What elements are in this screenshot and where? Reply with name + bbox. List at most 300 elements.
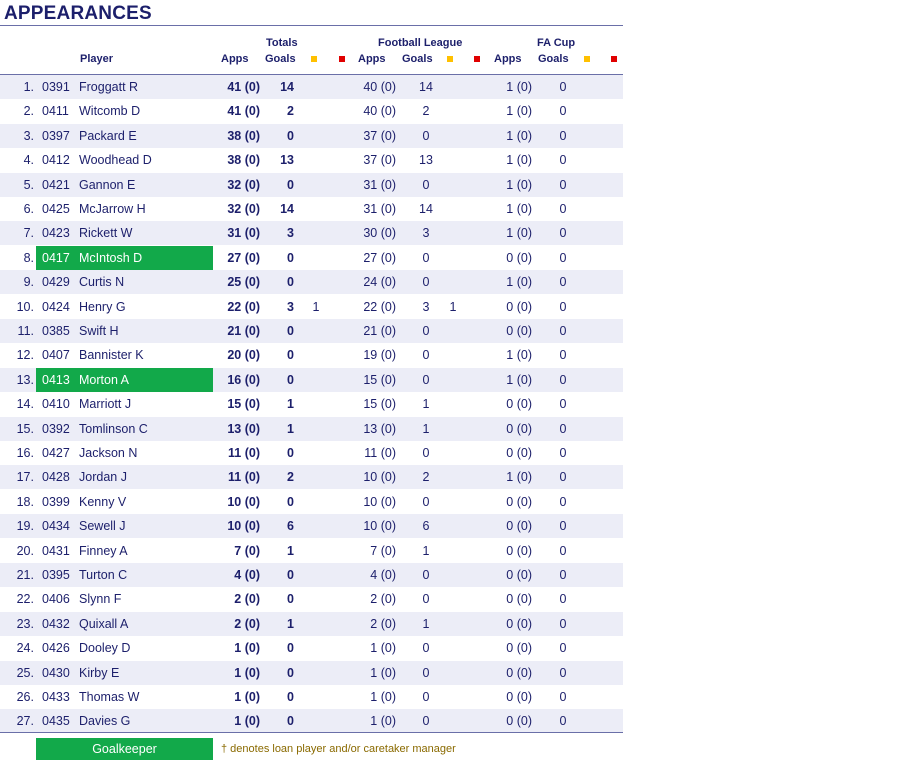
total-apps-cell: 11 (0) [228,470,260,485]
header-player: Player [80,53,114,65]
red-card-icon [339,56,345,62]
cup-apps-cell: 0 (0) [506,665,532,680]
cup-apps-cell: 1 (0) [506,128,532,143]
cup-goals-cell: 0 [559,348,567,363]
league-yellow-cell [445,246,461,270]
table-row [0,221,623,245]
league-goals-cell: 0 [422,641,430,656]
rank-cell: 7. [23,226,34,241]
league-yellow-cell [445,148,461,172]
league-goals-cell: 1 [422,397,430,412]
cup-goals-cell: 0 [559,202,567,216]
cup-goals-cell: 0 [559,446,567,460]
league-yellow-cell [445,636,461,660]
total-yellow-cell [308,587,324,611]
code: 0426 [42,641,70,656]
player-name: Dooley D [79,641,131,656]
code: 0417 [42,250,70,265]
league-goals-cell: 0 [422,324,430,338]
rank-cell: 12. [16,348,34,363]
code: 0391 [42,80,70,94]
cup-apps-cell: 0 (0) [506,397,532,412]
red-card-icon [474,56,480,62]
cup-apps-cell: 0 (0) [506,714,532,729]
rank-cell: 10. [16,299,34,314]
table-row [0,441,623,465]
code: 0397 [42,128,70,143]
total-yellow-cell [308,563,324,587]
cup-apps-cell: 1 (0) [506,177,532,192]
rank-cell: 1. [23,80,34,94]
player-name: Gannon E [79,177,136,192]
league-yellow-cell [445,99,461,123]
league-yellow-cell [445,514,461,538]
rank-cell: 6. [23,202,34,216]
league-yellow-cell [445,392,461,416]
league-apps-cell: 1 (0) [370,665,396,680]
league-apps-cell: 1 (0) [370,641,396,656]
total-apps-cell: 32 (0) [227,177,260,192]
table-row [0,319,623,343]
cup-apps-cell: 1 (0) [506,202,532,216]
league-goals-cell: 0 [422,714,430,729]
league-goals-cell: 0 [422,494,430,509]
code: 0428 [42,470,70,485]
total-apps-cell: 25 (0) [227,275,260,290]
rank-cell: 2. [23,104,34,119]
total-goals-cell: 0 [287,275,294,290]
rank-cell: 16. [16,446,34,460]
code: 0432 [42,616,70,631]
total-goals-cell: 0 [287,250,294,265]
total-apps-cell: 10 (0) [227,519,260,534]
total-goals-cell: 0 [287,446,294,460]
rank-cell: 9. [23,275,34,290]
total-yellow-cell: 1 [312,299,320,314]
total-goals-cell: 0 [287,714,294,729]
rank-cell: 19. [16,519,34,534]
code: 0425 [42,202,70,216]
code: 0395 [42,568,70,582]
league-yellow-cell [445,539,461,563]
rank-cell: 23. [16,616,34,631]
total-yellow-cell [308,539,324,563]
total-yellow-cell [308,392,324,416]
total-yellow-cell [308,319,324,343]
total-goals-cell: 0 [287,592,294,607]
total-goals-cell: 14 [280,80,294,94]
player-name: Jordan J [79,470,127,485]
player-name: Curtis N [79,275,125,290]
code: 0433 [42,690,70,704]
cup-goals-cell: 0 [559,104,567,119]
rank-cell: 21. [16,568,34,582]
player-name: Henry G [79,299,126,314]
total-goals-cell: 3 [287,299,294,314]
total-yellow-cell [308,246,324,270]
league-yellow-cell [445,490,461,514]
table-bottom-rule [0,732,623,733]
player-name: Quixall A [79,616,129,631]
cup-apps-cell: 1 (0) [506,275,532,290]
player-name: Kenny V [79,494,127,509]
cup-goals-cell: 0 [559,226,567,241]
total-yellow-cell [308,417,324,441]
cup-goals-cell: 0 [559,421,567,436]
player-name: Morton A [79,372,130,387]
total-apps-cell: 15 (0) [227,397,260,412]
league-goals-cell: 1 [422,616,430,631]
page-title: APPEARANCES [4,3,152,24]
total-apps-cell: 20 (0) [227,348,260,363]
total-goals-cell: 0 [287,324,294,338]
header-totals-apps: Apps [221,53,249,65]
total-goals-cell: 1 [287,616,294,631]
cup-goals-cell: 0 [559,177,567,192]
total-apps-cell: 10 (0) [227,494,260,509]
table-row [0,661,623,685]
league-goals-cell: 0 [422,275,430,290]
league-apps-cell: 22 (0) [363,299,396,314]
league-yellow-cell [445,319,461,343]
total-apps-cell: 2 (0) [234,592,260,607]
total-yellow-cell [308,75,324,99]
cup-goals-cell: 0 [559,153,567,168]
total-yellow-cell [308,368,324,392]
total-apps-cell: 38 (0) [227,128,260,143]
total-goals-cell: 0 [287,348,294,363]
rank-cell: 24. [16,641,34,656]
rank-cell: 15. [16,421,34,436]
player-name: Marriott J [79,397,132,412]
league-goals-cell: 0 [422,250,430,265]
league-yellow-cell [445,661,461,685]
rank-cell: 27. [16,714,34,729]
league-apps-cell: 31 (0) [363,202,396,216]
league-yellow-cell [445,75,461,99]
total-goals-cell: 6 [287,519,294,534]
total-goals-cell: 3 [287,226,294,241]
total-yellow-cell [308,99,324,123]
table-row [0,392,623,416]
rank-cell: 5. [23,177,34,192]
total-apps-cell: 11 (0) [228,446,260,460]
rank-cell: 13. [16,372,34,387]
table-row [0,197,623,221]
table-row [0,295,623,319]
league-apps-cell: 21 (0) [363,324,396,338]
player-name: McIntosh D [79,250,143,265]
cup-apps-cell: 0 (0) [506,616,532,631]
total-apps-cell: 38 (0) [227,153,260,168]
league-goals-cell: 0 [422,568,430,582]
cup-goals-cell: 0 [559,397,567,412]
total-apps-cell: 16 (0) [227,372,260,387]
total-yellow-cell [308,709,324,733]
total-yellow-cell [308,343,324,367]
cup-goals-cell: 0 [559,324,567,338]
rank-cell: 20. [16,543,34,558]
player-name: McJarrow H [79,202,146,216]
league-yellow-cell [445,197,461,221]
total-yellow-cell [308,441,324,465]
player-name: Turton C [79,568,128,582]
player-name: Kirby E [79,665,120,680]
cup-apps-cell: 0 (0) [506,324,532,338]
code: 0413 [42,372,70,387]
league-apps-cell: 40 (0) [363,104,396,119]
total-yellow-cell [308,514,324,538]
table-row [0,465,623,489]
total-goals-cell: 0 [287,372,294,387]
code: 0410 [42,397,70,412]
table-row [0,148,623,172]
table-row [0,563,623,587]
header-cup: FA Cup [537,37,576,49]
rank-cell: 26. [16,690,34,704]
cup-apps-cell: 1 (0) [506,226,532,241]
league-apps-cell: 1 (0) [370,714,396,729]
total-goals-cell: 1 [287,397,294,412]
league-apps-cell: 37 (0) [363,128,396,143]
league-goals-cell: 2 [422,470,430,485]
player-name: Swift H [79,324,119,338]
league-yellow-cell [445,685,461,709]
total-goals-cell: 0 [287,177,294,192]
league-yellow-cell: 1 [449,299,457,314]
cup-apps-cell: 1 (0) [506,470,532,485]
total-goals-cell: 13 [280,153,294,168]
league-apps-cell: 37 (0) [363,153,396,168]
code: 0423 [42,226,70,241]
code: 0424 [42,299,70,314]
cup-apps-cell: 0 (0) [506,568,532,582]
player-name: Tomlinson C [79,421,148,436]
total-goals-cell: 0 [287,494,294,509]
total-goals-cell: 2 [287,104,294,119]
league-yellow-cell [445,124,461,148]
cup-goals-cell: 0 [559,543,567,558]
cup-goals-cell: 0 [559,372,567,387]
league-yellow-cell [445,465,461,489]
cup-goals-cell: 0 [559,641,567,656]
total-apps-cell: 22 (0) [227,299,260,314]
total-apps-cell: 13 (0) [227,421,260,436]
code: 0434 [42,519,70,534]
cup-goals-cell: 0 [559,568,567,582]
league-goals-cell: 0 [422,128,430,143]
title-underline [0,25,623,26]
total-yellow-cell [308,221,324,245]
table-row [0,173,623,197]
total-apps-cell: 1 (0) [234,641,260,656]
cup-goals-cell: 0 [559,592,567,607]
cup-apps-cell: 1 (0) [506,348,532,363]
league-goals-cell: 2 [422,104,430,119]
league-apps-cell: 11 (0) [364,446,396,460]
cup-goals-cell: 0 [559,128,567,143]
rank-cell: 25. [16,665,34,680]
total-apps-cell: 4 (0) [234,568,260,582]
table-row [0,539,623,563]
cup-apps-cell: 0 (0) [506,446,532,460]
table-row [0,99,623,123]
rank-cell: 14. [16,397,34,412]
league-goals-cell: 14 [419,202,433,216]
cup-apps-cell: 0 (0) [506,250,532,265]
table-row [0,270,623,294]
code: 0421 [42,177,70,192]
cup-apps-cell: 1 (0) [506,153,532,168]
total-apps-cell: 32 (0) [227,202,260,216]
total-yellow-cell [308,197,324,221]
league-apps-cell: 31 (0) [363,177,396,192]
rank-cell: 22. [16,592,34,607]
league-goals-cell: 0 [422,348,430,363]
cup-apps-cell: 1 (0) [506,104,532,119]
table-row [0,514,623,538]
red-card-icon [611,56,617,62]
total-yellow-cell [308,173,324,197]
rank-cell: 4. [23,153,34,168]
total-goals-cell: 1 [287,421,294,436]
league-apps-cell: 1 (0) [370,690,396,704]
cup-goals-cell: 0 [559,616,567,631]
league-apps-cell: 15 (0) [363,372,396,387]
cup-goals-cell: 0 [559,714,567,729]
total-yellow-cell [308,636,324,660]
player-name: Davies G [79,714,131,729]
cup-goals-cell: 0 [559,470,567,485]
player-name: Bannister K [79,348,144,363]
total-apps-cell: 31 (0) [227,226,260,241]
total-goals-cell: 0 [287,641,294,656]
code: 0430 [42,665,70,680]
yellow-card-icon [447,56,453,62]
league-goals-cell: 6 [422,519,430,534]
cup-apps-cell: 0 (0) [506,543,532,558]
code: 0406 [42,592,70,607]
table-row [0,75,623,99]
table-row [0,368,623,392]
league-yellow-cell [445,612,461,636]
league-goals-cell: 0 [422,372,430,387]
cup-apps-cell: 0 (0) [506,494,532,509]
loan-note: † denotes loan player and/or caretaker manager [221,743,456,755]
league-goals-cell: 0 [422,592,430,607]
player-name: Finney A [79,543,128,558]
total-goals-cell: 0 [287,665,294,680]
header-totals: Totals [266,37,298,49]
code: 0407 [42,348,70,363]
league-apps-cell: 7 (0) [370,543,396,558]
league-yellow-cell [445,270,461,294]
league-apps-cell: 13 (0) [363,421,396,436]
league-goals-cell: 3 [422,299,430,314]
league-goals-cell: 13 [419,153,433,168]
total-apps-cell: 1 (0) [234,665,260,680]
total-apps-cell: 41 (0) [227,104,260,119]
total-yellow-cell [308,612,324,636]
league-apps-cell: 15 (0) [363,397,396,412]
total-apps-cell: 41 (0) [227,80,260,94]
total-goals-cell: 1 [287,543,294,558]
total-goals-cell: 0 [287,128,294,143]
code: 0385 [42,324,70,338]
table-row [0,343,623,367]
cup-apps-cell: 0 (0) [506,690,532,704]
league-apps-cell: 10 (0) [363,494,396,509]
league-yellow-cell [445,563,461,587]
player-name: Witcomb D [79,104,141,119]
total-goals-cell: 0 [287,690,294,704]
cup-goals-cell: 0 [559,494,567,509]
player-name: Froggatt R [79,80,139,94]
league-yellow-cell [445,417,461,441]
total-yellow-cell [308,465,324,489]
cup-apps-cell: 1 (0) [506,372,532,387]
league-apps-cell: 19 (0) [363,348,396,363]
cup-goals-cell: 0 [559,299,567,314]
league-apps-cell: 10 (0) [363,519,396,534]
header-cup-goals: Goals [538,53,569,65]
table-row [0,636,623,660]
header-league-apps: Apps [358,53,386,65]
league-yellow-cell [445,221,461,245]
yellow-card-icon [584,56,590,62]
code: 0399 [42,494,70,509]
cup-apps-cell: 0 (0) [506,592,532,607]
total-apps-cell: 21 (0) [227,324,260,338]
code: 0435 [42,714,70,729]
total-yellow-cell [308,490,324,514]
league-apps-cell: 10 (0) [363,470,396,485]
league-apps-cell: 2 (0) [370,592,396,607]
league-apps-cell: 24 (0) [363,275,396,290]
code: 0411 [42,104,69,119]
cup-goals-cell: 0 [559,519,567,534]
cup-goals-cell: 0 [559,275,567,290]
league-yellow-cell [445,709,461,733]
yellow-card-icon [311,56,317,62]
header-cup-apps: Apps [494,53,522,65]
code: 0392 [42,421,70,436]
player-name: Rickett W [79,226,133,241]
rank-cell: 8. [23,250,34,265]
table-row [0,685,623,709]
table-row [0,124,623,148]
total-yellow-cell [308,685,324,709]
cup-goals-cell: 0 [559,250,567,265]
cup-apps-cell: 0 (0) [506,299,532,314]
code: 0429 [42,275,70,290]
league-apps-cell: 4 (0) [370,568,396,582]
cup-goals-cell: 0 [559,80,567,94]
player-name: Woodhead D [79,153,152,168]
table-row [0,490,623,514]
goalkeeper-legend-label: Goalkeeper [92,742,157,756]
rank-cell: 17. [16,470,34,485]
rank-cell: 3. [23,128,34,143]
league-goals-cell: 0 [422,665,430,680]
league-yellow-cell [445,368,461,392]
table-row [0,417,623,441]
cup-apps-cell: 0 (0) [506,421,532,436]
player-name: Packard E [79,128,137,143]
player-name: Sewell J [79,519,126,534]
table-row [0,587,623,611]
header-league: Football League [378,37,463,49]
